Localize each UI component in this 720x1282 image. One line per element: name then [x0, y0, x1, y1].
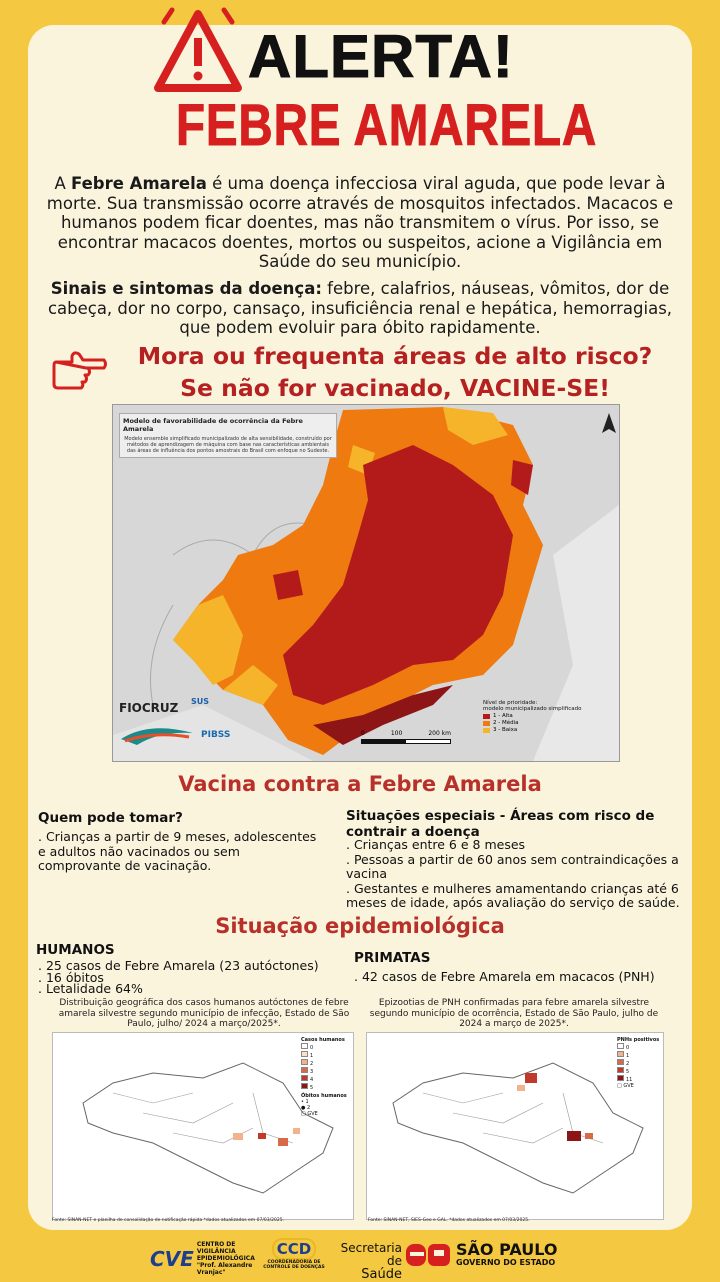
legend-item: [483, 713, 581, 719]
legend-label: 11: [626, 1077, 633, 1083]
fiocruz-logo: FIOCRUZ: [119, 701, 179, 715]
primates-legend-item: [617, 1043, 659, 1051]
humans-item: . 25 casos de Febre Amarela (23 autóctones): [38, 958, 319, 973]
humans-deaths-item: ● 2: [301, 1105, 311, 1111]
special-item: . Crianças entre 6 e 8 meses: [346, 837, 526, 852]
legend-label: 1 - Alta: [493, 713, 513, 719]
sp-government-logo: [456, 1241, 557, 1267]
legend-label: 1: [626, 1053, 630, 1059]
sp-name: SÃO PAULO: [456, 1240, 558, 1259]
secretaria-text: Secretaria de: [340, 1241, 402, 1268]
legend-swatch: [617, 1067, 624, 1073]
cve-logo: [150, 1241, 257, 1276]
primates-legend-title: PNHs positivos: [617, 1037, 660, 1043]
legend-swatch: [301, 1067, 308, 1073]
humans-source: Fonte: SINAN-NET e planilha de consolidação de notificação rápida *dados atualizados em 07/03/2025.: [52, 1218, 284, 1223]
legend-label: 2 - Média: [493, 720, 519, 726]
primates-legend-item: [617, 1059, 659, 1067]
primates-legend-item: [617, 1067, 659, 1075]
legend-swatch: [301, 1059, 308, 1065]
primates-caption: Epizootias de PNH confirmadas para febre amarela silvestre segundo município de ocorrência, Estado de São Paulo, julho de 2024 a março de 2025*.: [369, 998, 659, 1029]
legend-subtitle: modelo municipalizado simplificado: [483, 706, 582, 712]
who-text: . Crianças a partir de 9 meses, adolescentes e adultos não vacinados ou sem comprovante de vacinação.: [38, 829, 317, 873]
humans-legend-item: [301, 1043, 347, 1051]
risk-map-info-box: [119, 413, 337, 458]
legend-label: 0: [626, 1045, 630, 1051]
legend-swatch: [617, 1059, 624, 1065]
risk-map-title: Modelo de favorabilidade de ocorrência da Febre Amarela: [123, 417, 303, 433]
humans-cases-map: [52, 1032, 354, 1220]
pibss-emblem-icon: [119, 723, 195, 745]
legend-label: 3: [310, 1069, 314, 1075]
humans-item: . Letalidade 64%: [38, 981, 143, 996]
humans-legend-item: [301, 1051, 347, 1059]
primates-legend-item: [617, 1075, 659, 1083]
scale-0: 0: [361, 730, 365, 737]
legend-item: [483, 720, 581, 726]
humans-deaths-title: Óbitos humanos: [301, 1093, 347, 1099]
humans-legend-item: [301, 1059, 347, 1067]
humans-legend-item: [301, 1067, 347, 1075]
legend-swatch: [617, 1051, 624, 1057]
legend-label: 4: [310, 1077, 314, 1083]
secretaria-logo: [336, 1242, 402, 1281]
legend-item: [483, 727, 581, 733]
risk-map-description: Modelo ensemble simplificado municipalizado de alta sensibilidade, construído por métodos de aprendizagem de máquina com base nas características ambientais das áreas de influência dos pontos amostrais do Brasil com enfoque no Sudeste.: [124, 436, 332, 454]
legend-label: 3 - Baixa: [493, 727, 518, 733]
primates-gve: □ GVE: [617, 1083, 634, 1089]
humans-map-legend: [301, 1037, 347, 1117]
legend-swatch: [301, 1043, 308, 1049]
primates-cases-map: [366, 1032, 664, 1220]
humans-caption: Distribuição geográfica dos casos humanos autóctones de febre amarela silvestre segundo município de infecção, Estado de São Paulo, julho/ 2024 a março/2025*.: [58, 998, 350, 1029]
legend-label: 1: [310, 1053, 314, 1059]
special-item: . Pessoas a partir de 60 anos sem contraindicações a vacina: [346, 851, 679, 881]
epi-section-title: Situação epidemiológica: [215, 914, 505, 938]
legend-swatch: [301, 1075, 308, 1081]
pointing-hand-icon: [52, 348, 108, 392]
ccd-subtitle: COORDENADORIA DE CONTROLE DE DOENÇAS: [263, 1260, 325, 1270]
intro-paragraph: A Febre Amarela é uma doença infecciosa viral aguda, que pode levar à morte. Sua transmissão ocorre através de mosquitos infectados. Macacos e humanos podem ficar doentes, mas não transmitem o vírus. Por isso, se encontrar macacos doentes, mortos ou suspeitos, acione a Vigilância em Saúde do seu município.: [46, 174, 674, 271]
saude-text: Saúde: [361, 1267, 402, 1282]
cve-subtitle: CENTRO DE VIGILÂNCIA EPIDEMIOLÓGICA "Prof. Alexandre Vranjac": [196, 1241, 255, 1276]
legend-swatch: [301, 1051, 308, 1057]
special-item: . Gestantes e mulheres amamentando crianças até 6 meses de idade, após avaliação do serviço de saúde.: [346, 880, 680, 910]
ccd-logo: [262, 1238, 326, 1270]
legend-label: 2: [626, 1061, 630, 1067]
humans-legend-item: [301, 1083, 347, 1091]
cve-mark: CVE: [150, 1246, 194, 1271]
risk-map-legend: [483, 700, 581, 733]
legend-label: 2: [310, 1061, 314, 1067]
humans-deaths-item: • 1: [301, 1099, 309, 1105]
gov-name: GOVERNO DO ESTADO: [456, 1258, 556, 1267]
sp-symbol-icon: [404, 1240, 452, 1270]
humans-list: [38, 960, 338, 995]
legend-swatch: [617, 1043, 624, 1049]
who-title: Quem pode tomar?: [38, 810, 183, 826]
legend-swatch: [483, 714, 490, 719]
special-list: [346, 838, 682, 911]
scale-100: 100: [390, 730, 403, 737]
primates-source: Fonte: SINAN-NET, SIES-Geo e GAL. *dados atualizados em 07/03/2025.: [368, 1218, 530, 1223]
ccd-mark: CCD: [272, 1238, 316, 1260]
alert-heading: ALERTA!: [248, 23, 514, 90]
primates-map-legend: [617, 1037, 659, 1089]
callout-action: Se não for vacinado, VACINE-SE!: [180, 374, 610, 402]
callout-question: Mora ou frequenta áreas de alto risco?: [137, 342, 653, 370]
sus-logo: SUS: [191, 697, 210, 706]
legend-swatch: [483, 721, 490, 726]
primates-title: PRIMATAS: [354, 950, 431, 966]
symptoms-paragraph: Sinais e sintomas da doença: febre, calafrios, náuseas, vômitos, dor de cabeça, dor no corpo, cansaço, insuficiência renal e hepática, hemorragias, que podem evoluir para óbito rapidamente.: [47, 279, 673, 337]
humans-legend-title: Casos humanos: [301, 1037, 345, 1043]
primates-legend-item: [617, 1051, 659, 1059]
legend-label: 5: [626, 1069, 630, 1075]
legend-label: 5: [310, 1085, 314, 1091]
page-title: FEBRE AMARELA: [176, 93, 598, 158]
humans-item: . 16 óbitos: [38, 969, 104, 985]
humans-gve: □ GVE: [301, 1111, 318, 1117]
scale-200: 200 km: [428, 730, 451, 737]
legend-title: Nível de prioridade:: [483, 700, 538, 706]
legend-swatch: [301, 1083, 308, 1089]
risk-map: [112, 404, 620, 762]
pibss-logo: PIBSS: [201, 730, 231, 740]
humans-title: HUMANOS: [36, 942, 115, 958]
legend-label: 0: [310, 1045, 314, 1051]
primates-item: . 42 casos de Febre Amarela em macacos (PNH): [354, 969, 655, 984]
vaccine-section-title: Vacina contra a Febre Amarela: [178, 772, 542, 796]
legend-swatch: [617, 1075, 624, 1081]
special-title: Situações especiais - Áreas com risco de contrair a doença: [346, 808, 655, 840]
warning-icon: [150, 6, 246, 96]
humans-legend-item: [301, 1075, 347, 1083]
legend-swatch: [483, 728, 490, 733]
